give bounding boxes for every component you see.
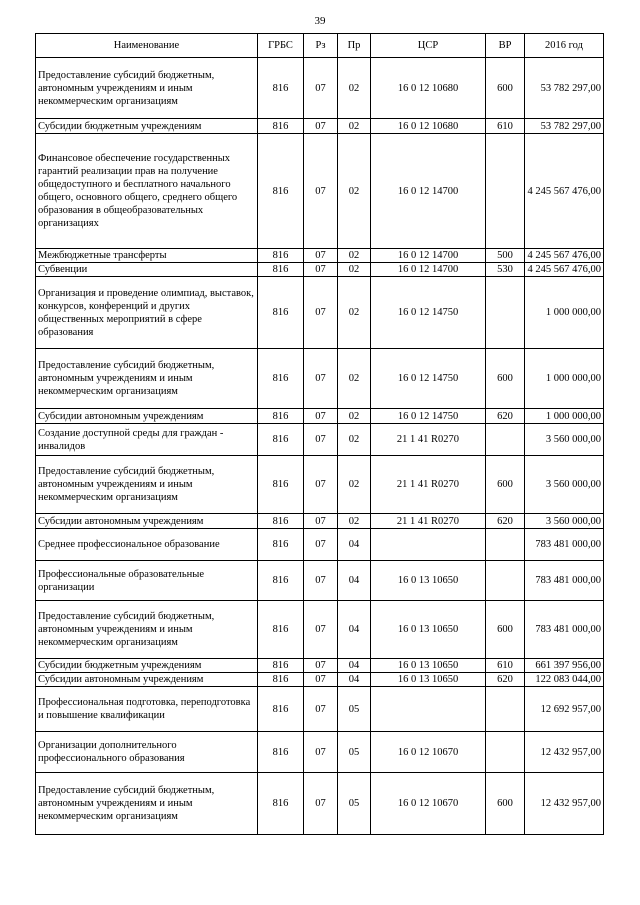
row-amount: 783 481 000,00	[525, 601, 604, 659]
table-row	[36, 529, 604, 561]
row-csr: 16 0 12 14750	[371, 409, 486, 424]
table-row	[36, 561, 604, 601]
row-pr: 02	[338, 514, 371, 529]
row-vr: 620	[486, 409, 525, 424]
row-amount: 1 000 000,00	[525, 409, 604, 424]
row-amount: 53 782 297,00	[525, 119, 604, 134]
table-row	[36, 659, 604, 673]
table-row	[36, 732, 604, 773]
row-rz: 07	[304, 732, 338, 773]
row-pr: 02	[338, 456, 371, 514]
row-grbs: 816	[258, 529, 304, 561]
row-name: Предоставление субсидий бюджетным, автономным учреждениям и иным некоммерческим организациям	[36, 58, 258, 119]
table-row	[36, 601, 604, 659]
row-rz: 07	[304, 277, 338, 349]
header-grbs: ГРБС	[258, 34, 304, 58]
header-year: 2016 год	[525, 34, 604, 58]
row-csr: 16 0 12 10680	[371, 58, 486, 119]
row-vr	[486, 529, 525, 561]
row-pr: 04	[338, 673, 371, 687]
row-pr: 02	[338, 424, 371, 456]
row-pr: 05	[338, 732, 371, 773]
row-rz: 07	[304, 529, 338, 561]
row-csr: 16 0 13 10650	[371, 659, 486, 673]
row-vr	[486, 687, 525, 732]
row-rz: 07	[304, 349, 338, 409]
row-grbs: 816	[258, 514, 304, 529]
row-name: Субсидии бюджетным учреждениям	[36, 119, 258, 134]
row-amount: 3 560 000,00	[525, 456, 604, 514]
row-grbs: 816	[258, 773, 304, 835]
table-row	[36, 134, 604, 249]
row-rz: 07	[304, 409, 338, 424]
row-csr: 16 0 12 14700	[371, 249, 486, 263]
row-csr: 21 1 41 R0270	[371, 514, 486, 529]
row-grbs: 816	[258, 349, 304, 409]
header-csr: ЦСР	[371, 34, 486, 58]
row-name: Предоставление субсидий бюджетным, автономным учреждениям и иным некоммерческим организациям	[36, 456, 258, 514]
row-pr: 02	[338, 119, 371, 134]
row-csr: 21 1 41 R0270	[371, 456, 486, 514]
row-pr: 04	[338, 601, 371, 659]
table-row	[36, 687, 604, 732]
row-grbs: 816	[258, 119, 304, 134]
row-vr: 500	[486, 249, 525, 263]
row-amount: 53 782 297,00	[525, 58, 604, 119]
page-number: 39	[314, 15, 326, 27]
table-row	[36, 119, 604, 134]
row-rz: 07	[304, 659, 338, 673]
table-row	[36, 263, 604, 277]
row-rz: 07	[304, 424, 338, 456]
header-vr: ВР	[486, 34, 525, 58]
row-pr: 02	[338, 349, 371, 409]
row-grbs: 816	[258, 263, 304, 277]
row-pr: 02	[338, 277, 371, 349]
row-rz: 07	[304, 456, 338, 514]
row-pr: 05	[338, 687, 371, 732]
table-row	[36, 514, 604, 529]
row-amount: 12 432 957,00	[525, 773, 604, 835]
row-vr: 600	[486, 58, 525, 119]
row-vr: 610	[486, 119, 525, 134]
row-amount: 3 560 000,00	[525, 424, 604, 456]
row-pr: 04	[338, 529, 371, 561]
row-vr: 600	[486, 349, 525, 409]
row-csr: 16 0 12 14700	[371, 134, 486, 249]
row-name: Межбюджетные трансферты	[36, 249, 258, 263]
row-grbs: 816	[258, 673, 304, 687]
row-grbs: 816	[258, 659, 304, 673]
row-csr: 16 0 12 10680	[371, 119, 486, 134]
row-rz: 07	[304, 773, 338, 835]
row-rz: 07	[304, 673, 338, 687]
table-row	[36, 424, 604, 456]
row-rz: 07	[304, 263, 338, 277]
row-grbs: 816	[258, 561, 304, 601]
row-vr: 610	[486, 659, 525, 673]
row-name: Субсидии автономным учреждениям	[36, 514, 258, 529]
row-name: Организация и проведение олимпиад, выставок, конкурсов, конференций и других общественных мероприятий в сфере образования	[36, 277, 258, 349]
row-pr: 05	[338, 773, 371, 835]
row-csr: 16 0 12 14700	[371, 263, 486, 277]
row-csr: 16 0 12 14750	[371, 277, 486, 349]
row-csr: 16 0 12 10670	[371, 773, 486, 835]
row-vr	[486, 134, 525, 249]
row-name: Профессиональная подготовка, переподготовка и повышение квалификации	[36, 687, 258, 732]
row-csr	[371, 529, 486, 561]
row-pr: 02	[338, 263, 371, 277]
row-rz: 07	[304, 561, 338, 601]
row-csr: 16 0 12 14750	[371, 349, 486, 409]
row-name: Организации дополнительного профессионального образования	[36, 732, 258, 773]
row-csr: 16 0 13 10650	[371, 601, 486, 659]
header-name: Наименование	[36, 34, 258, 58]
row-name: Профессиональные образовательные организации	[36, 561, 258, 601]
row-amount: 1 000 000,00	[525, 277, 604, 349]
header-pr: Пр	[338, 34, 371, 58]
row-grbs: 816	[258, 732, 304, 773]
row-csr: 16 0 12 10670	[371, 732, 486, 773]
row-csr: 21 1 41 R0270	[371, 424, 486, 456]
row-rz: 07	[304, 514, 338, 529]
row-vr: 600	[486, 773, 525, 835]
row-amount: 12 432 957,00	[525, 732, 604, 773]
row-rz: 07	[304, 58, 338, 119]
row-pr: 04	[338, 659, 371, 673]
row-amount: 783 481 000,00	[525, 561, 604, 601]
header-rz: Рз	[304, 34, 338, 58]
row-csr	[371, 687, 486, 732]
row-amount: 4 245 567 476,00	[525, 249, 604, 263]
table-row	[36, 277, 604, 349]
budget-table	[35, 33, 604, 835]
row-csr: 16 0 13 10650	[371, 673, 486, 687]
row-grbs: 816	[258, 58, 304, 119]
row-vr: 600	[486, 601, 525, 659]
row-vr: 600	[486, 456, 525, 514]
row-name: Субсидии автономным учреждениям	[36, 409, 258, 424]
header-row	[36, 34, 604, 58]
row-grbs: 816	[258, 249, 304, 263]
row-pr: 02	[338, 58, 371, 119]
row-grbs: 816	[258, 134, 304, 249]
row-rz: 07	[304, 119, 338, 134]
row-name: Среднее профессиональное образование	[36, 529, 258, 561]
row-csr: 16 0 13 10650	[371, 561, 486, 601]
row-name: Субсидии бюджетным учреждениям	[36, 659, 258, 673]
row-name: Предоставление субсидий бюджетным, автономным учреждениям и иным некоммерческим организациям	[36, 349, 258, 409]
row-rz: 07	[304, 687, 338, 732]
row-grbs: 816	[258, 456, 304, 514]
row-name: Создание доступной среды для граждан - инвалидов	[36, 424, 258, 456]
row-amount: 661 397 956,00	[525, 659, 604, 673]
row-rz: 07	[304, 601, 338, 659]
row-vr	[486, 561, 525, 601]
row-amount: 4 245 567 476,00	[525, 263, 604, 277]
row-pr: 02	[338, 134, 371, 249]
table-row	[36, 673, 604, 687]
row-name: Субсидии автономным учреждениям	[36, 673, 258, 687]
row-vr: 530	[486, 263, 525, 277]
row-grbs: 816	[258, 277, 304, 349]
row-pr: 04	[338, 561, 371, 601]
row-grbs: 816	[258, 409, 304, 424]
row-amount: 1 000 000,00	[525, 349, 604, 409]
row-amount: 122 083 044,00	[525, 673, 604, 687]
row-amount: 783 481 000,00	[525, 529, 604, 561]
table-row	[36, 773, 604, 835]
row-grbs: 816	[258, 424, 304, 456]
table-row	[36, 58, 604, 119]
table-row	[36, 349, 604, 409]
table-row	[36, 456, 604, 514]
row-vr: 620	[486, 514, 525, 529]
row-vr	[486, 424, 525, 456]
row-vr: 620	[486, 673, 525, 687]
row-name: Предоставление субсидий бюджетным, автономным учреждениям и иным некоммерческим организациям	[36, 773, 258, 835]
row-name: Субвенции	[36, 263, 258, 277]
row-name: Предоставление субсидий бюджетным, автономным учреждениям и иным некоммерческим организациям	[36, 601, 258, 659]
row-grbs: 816	[258, 687, 304, 732]
row-rz: 07	[304, 249, 338, 263]
table-row	[36, 249, 604, 263]
row-vr	[486, 732, 525, 773]
row-pr: 02	[338, 409, 371, 424]
row-amount: 12 692 957,00	[525, 687, 604, 732]
row-vr	[486, 277, 525, 349]
table-row	[36, 409, 604, 424]
row-rz: 07	[304, 134, 338, 249]
row-amount: 3 560 000,00	[525, 514, 604, 529]
row-pr: 02	[338, 249, 371, 263]
row-name: Финансовое обеспечение государственных гарантий реализации прав на получение общедоступного и бесплатного начального общего, основного общего, среднего общего образования в общеобразовательных организациях	[36, 134, 258, 249]
row-amount: 4 245 567 476,00	[525, 134, 604, 249]
row-grbs: 816	[258, 601, 304, 659]
